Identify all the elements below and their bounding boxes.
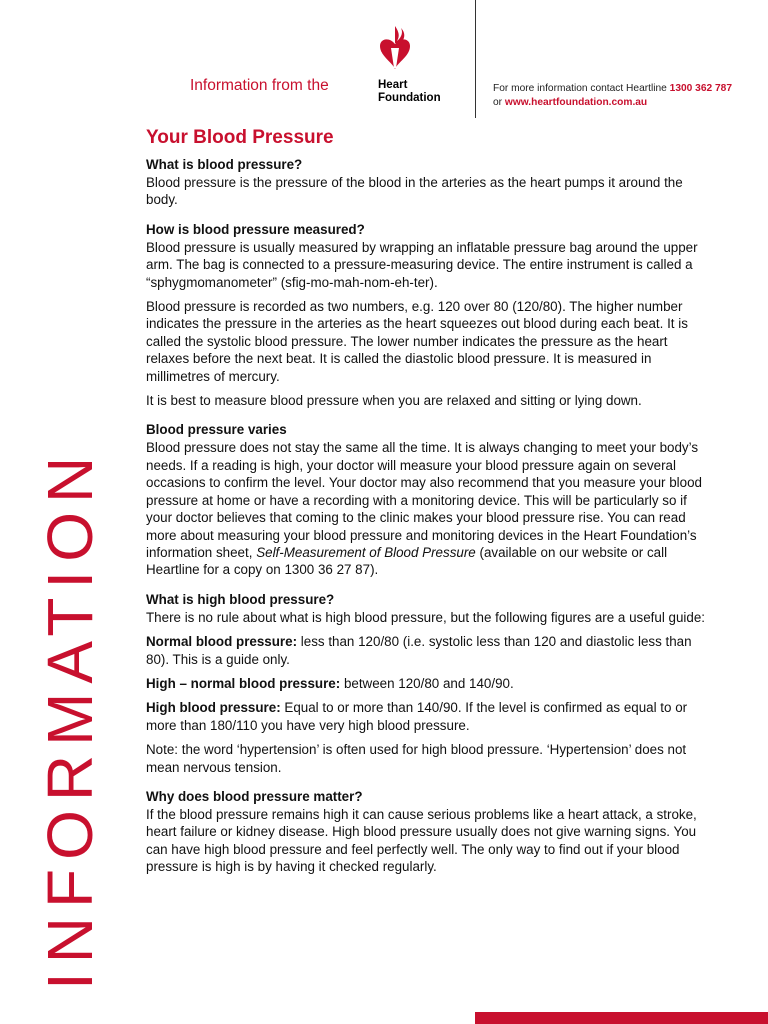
paragraph: Blood pressure is usually measured by wrapping an inflatable pressure bag around the upper arm. The bag is connected to a pressure-measuring device. The entire instrument is called a “sphygmomanometer” (sfig-mo-mah-nom-eh-ter). [146,239,698,290]
section-heading: What is high blood pressure? [146,591,335,607]
section-heading: Blood pressure varies [146,422,287,438]
contact-or: or [493,97,503,108]
header-divider [475,0,476,118]
high-bp-label: High blood pressure: [146,700,281,716]
document-body [146,127,706,883]
hypertension-note: Note: the word ‘hypertension’ is often used for high blood pressure. ‘Hypertension’ does not mean nervous tension. [146,742,687,775]
section-heading: How is blood pressure measured? [146,221,365,237]
paragraph: Blood pressure is recorded as two numbers, e.g. 120 over 80 (120/80). The higher number indicates the pressure in the arteries as the heart squeezes out blood during each beat. It is called the systolic blood pressure. The lower number indicates the pressure as the heart relaxes before the next beat. It is called the diastolic blood pressure. It is measured in millimetres of mercury. [146,299,688,384]
info-sheet-title: Self-Measurement of Blood Pressure [256,544,476,560]
high-normal-bp-label: High – normal blood pressure: [146,675,341,691]
paragraph: If the blood pressure remains high it can cause serious problems like a heart attack, a stroke, heart failure or kidney disease. High blood pressure usually does not give warning signs. You can have high blood pressure and feel perfectly well. The only way to find out if your blood pressure is high is by having it checked regularly. [146,806,697,875]
paragraph: It is best to measure blood pressure when you are relaxed and sitting or lying down. [146,393,642,409]
brand-name-line2: Foundation [378,92,441,104]
section-high-bp [146,592,706,776]
heartline-phone[interactable]: 1300 362 787 [669,83,732,94]
high-normal-bp-item [146,675,706,692]
high-bp-item [146,699,706,734]
paragraph [146,439,706,578]
paragraph: Blood pressure is the pressure of the blood in the arteries as the heart pumps it around the body. [146,175,683,208]
section-how-measured [146,222,706,410]
section-heading: What is blood pressure? [146,157,303,172]
high-normal-bp-text: between 120/80 and 140/90. [343,675,514,691]
normal-bp-item [146,633,706,668]
website-link[interactable]: www.heartfoundation.com.au [504,97,648,108]
normal-bp-text: less than 120/80 (i.e. systolic less than 120 and diastolic less than 80). This is a guide only. [146,634,692,667]
varies-text-b: (available on our website or call Heartline for a copy on 1300 36 27 87). [146,544,668,578]
section-why-matters [146,789,706,876]
footer-red-bar [475,1012,768,1024]
section-heading: Why does blood pressure matter? [146,788,363,804]
section-varies [146,422,706,578]
paragraph: There is no rule about what is high blood pressure, but the following figures are a useful guide: [146,609,706,625]
brand-name-line1: Heart [378,79,408,91]
side-information-word: INFORMATION [34,447,106,990]
varies-text-a: Blood pressure does not stay the same all the time. It is always changing to meet your body’s needs. If a reading is high, your doctor will measure your blood pressure again on several occasions to confirm the level. Your doctor may also recommend that you measure your blood pressure at home or have a recording with a monitoring device. This will be particularly so if your doctor believes that coming to the clinic makes your blood pressure rise. You can read more about measuring your blood pressure and monitoring devices in the Heart Foundation’s information sheet, [146,440,702,560]
info-from-text: Information from the [190,77,329,94]
heart-torch-icon [378,24,412,76]
high-bp-text: Equal to or more than 140/90. If the level is confirmed as equal to or more than 180/110 you have very high blood pressure. [146,700,688,733]
normal-bp-label: Normal blood pressure: [146,634,298,650]
contact-prefix: For more information contact Heartline [493,83,667,94]
heart-foundation-logo [374,24,458,114]
contact-info [493,82,732,110]
section-what-is [146,157,706,209]
page-title: Your Blood Pressure [146,127,334,148]
